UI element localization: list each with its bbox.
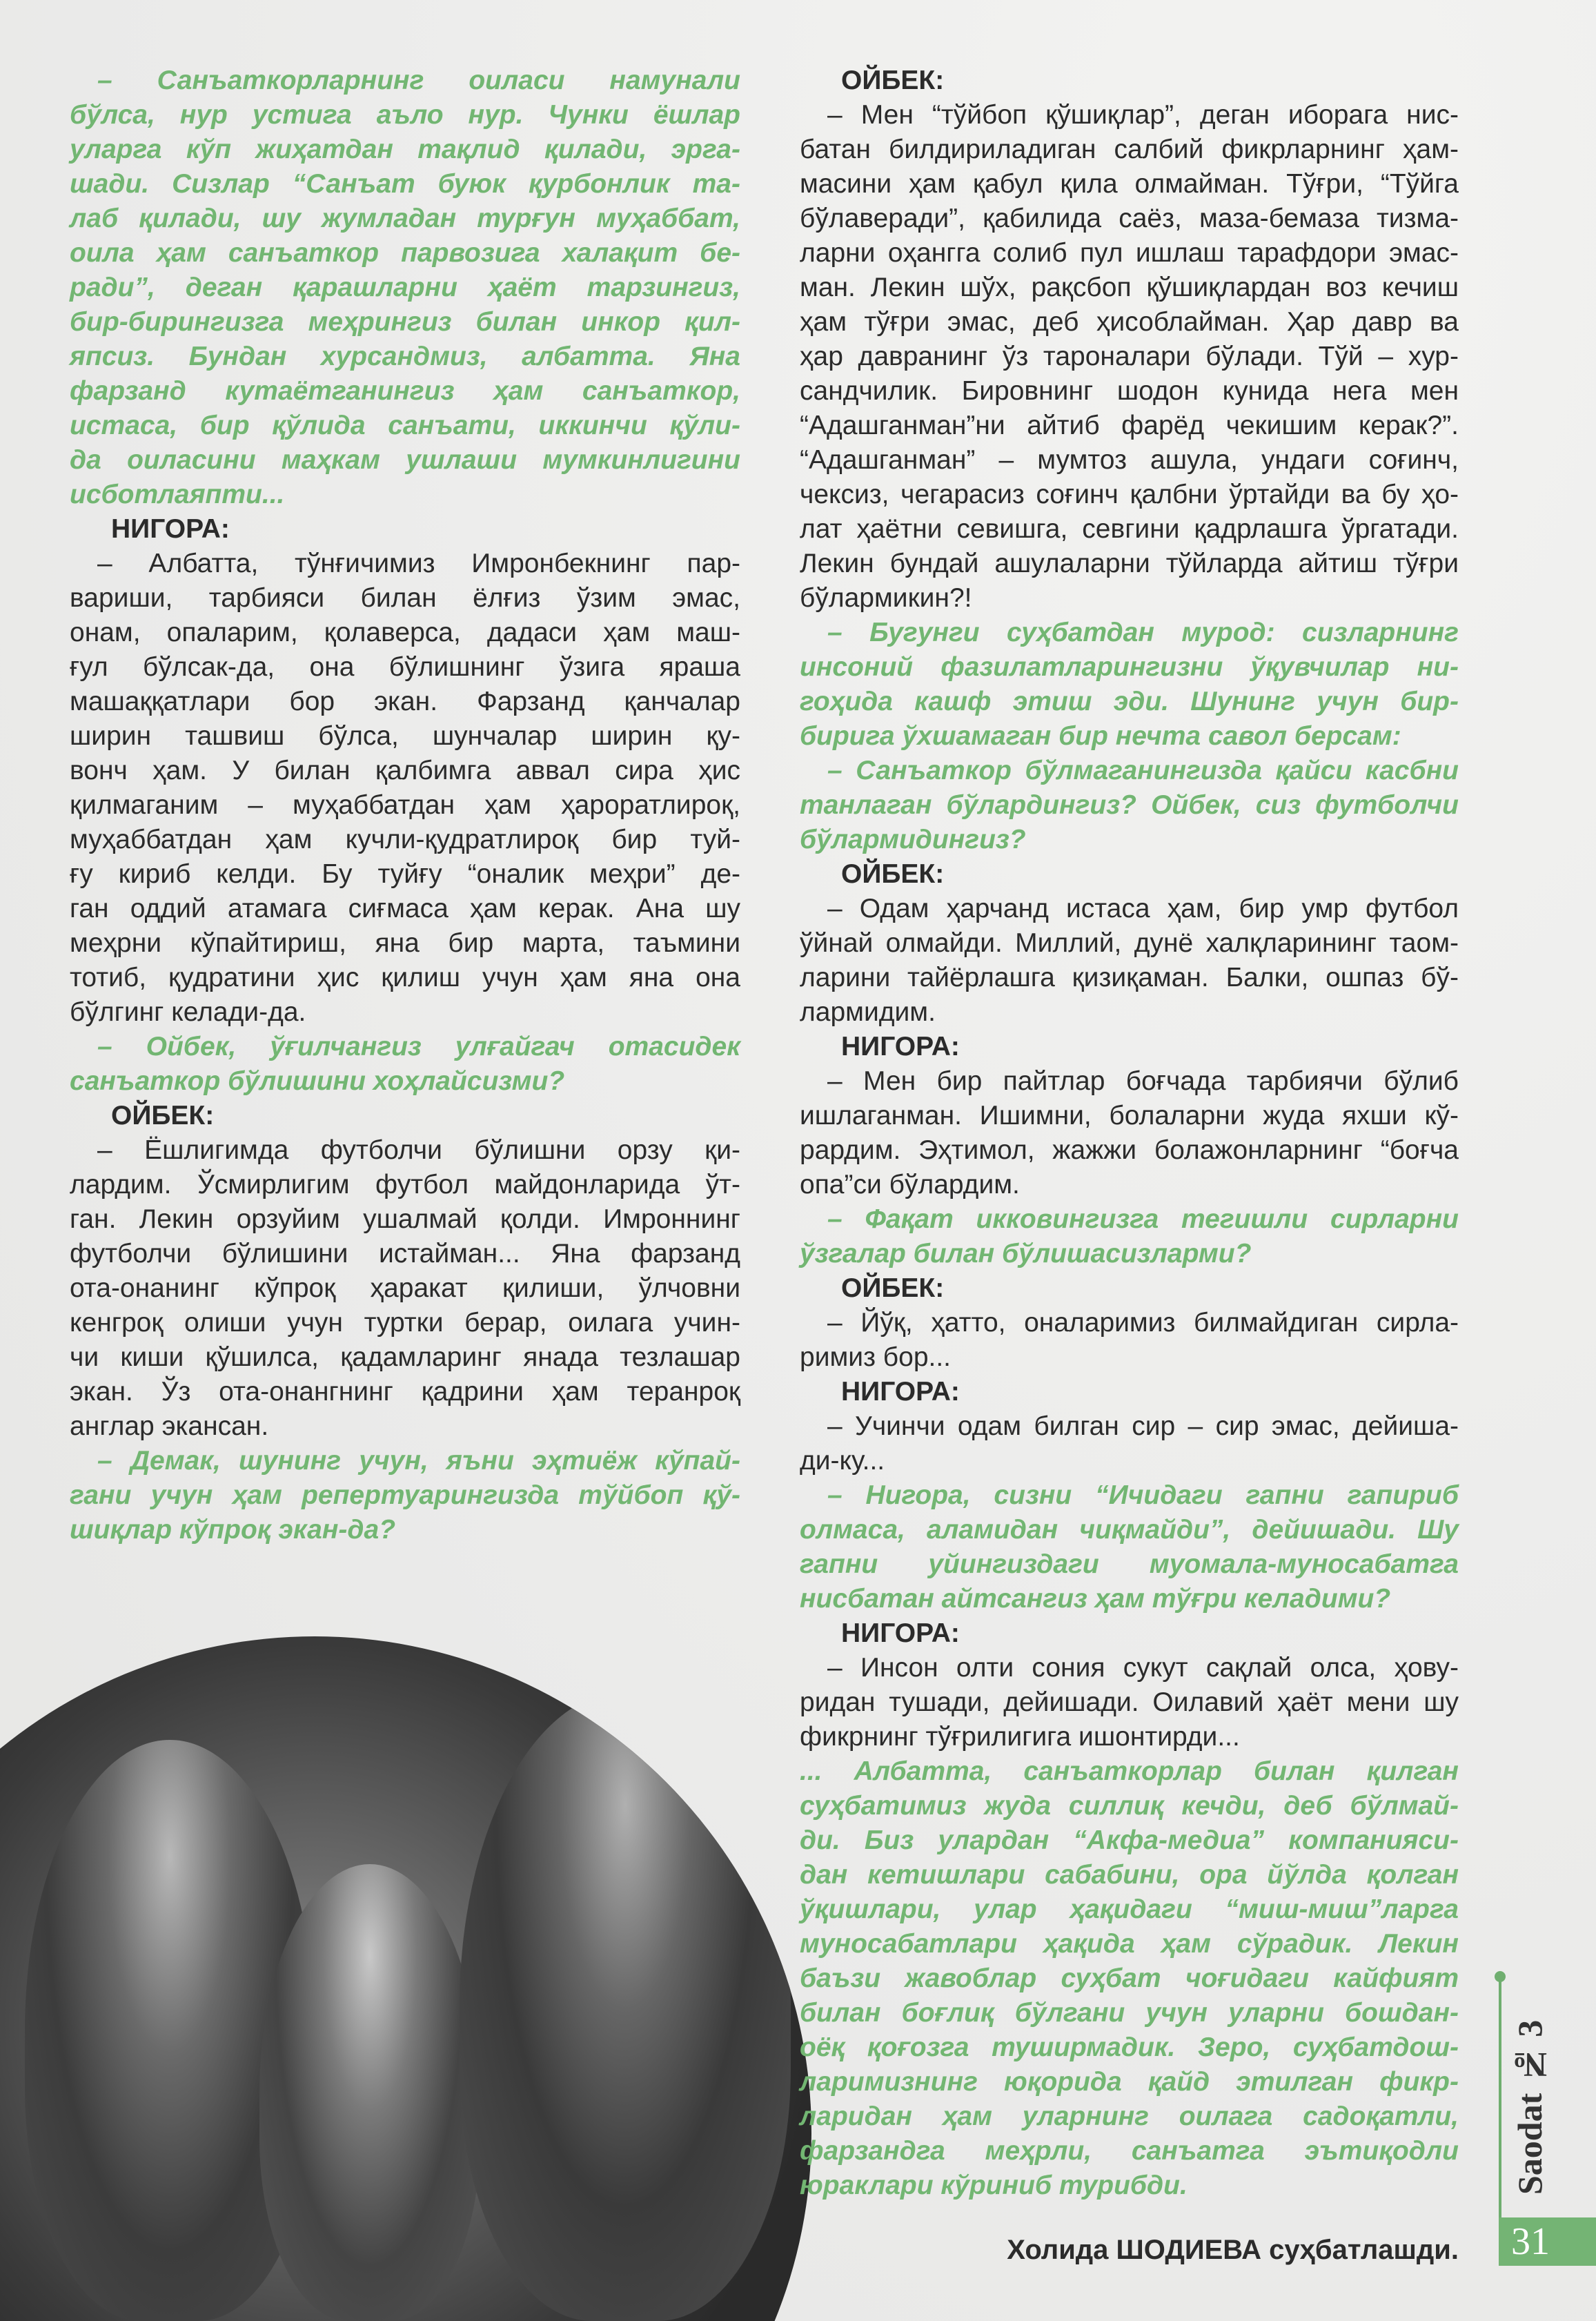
text-line: НИГОРА: [111,514,230,544]
text-line: меҳрни кўпайтириш, яна бир марта, таъмини [70,928,740,958]
text-line: “Адашганман”ни айтиб фарёд чекишим керак?”. [800,411,1459,440]
text-line: – Санъаткорларнинг оиласи намунали [97,66,740,95]
text-line: да оиласини маҳкам ушлаши мумкинлигини [70,445,740,475]
answer-paragraph [800,892,1459,1030]
answer-paragraph [800,1409,1459,1478]
text-line: ган. Лекин орзуйим ушалмай қолди. Имроннинг [70,1204,740,1234]
speaker-label [800,1271,1459,1306]
text-line: бўлса, нур устига аъло нур. Чунки ёшлар [70,100,740,130]
text-line: билан боғлиқ бўлгани учун уларни бошдан- [800,1998,1459,2028]
text-line: рардим. Эҳтимол, жажжи болажонларнинг “боғча [800,1135,1459,1165]
text-line: лардим. Ўсмирлигим футбол майдонларида ўт- [70,1170,740,1199]
text-line: ўйнай олмайди. Миллий, дунё халқларининг таом- [800,928,1459,958]
text-line: – Инсон олти сония сукут сақлай олса, ҳову- [827,1653,1459,1683]
text-line: экан. Ўз ота-онангнинг қадрини ҳам теранроқ [70,1377,740,1407]
text-line: лаб қилади, шу жумладан турғун муҳаббат, [70,204,740,233]
text-line: НИГОРА: [841,1032,960,1061]
text-line: ўзгалар билан бўлишасизларми? [800,1239,1252,1269]
child-figure [259,1864,480,2321]
interviewer-question [800,1754,1459,2203]
text-line: бўлаверади”, қабилида саёз, маза-бемаза тизма- [800,204,1459,233]
text-line: санъаткор бўлишини хоҳлайсизми? [70,1066,565,1096]
text-line: машаққатлари бор экан. Фарзанд қанчалар [70,687,740,716]
text-line: – Мен “тўйбоп қўшиқлар”, деган иборага нис- [827,100,1459,130]
text-line: исботлаяпти... [70,480,285,509]
text-line: ғул бўлсак-да, она бўлишнинг ўзига яраша [70,652,740,682]
text-line: ... Албатта, санъаткорлар билан қилган [800,1756,1459,1786]
text-line: олмаса, аламидан чиқмайди”, дейишади. Шу [800,1515,1459,1545]
interviewer-question [70,1030,740,1099]
text-line: НИГОРА: [841,1618,960,1648]
text-line: кенгроқ олиши учун туртки берар, оилага учин- [70,1308,740,1338]
text-line: оила ҳам санъаткор парвозига халақит бе- [70,238,740,268]
text-line: ди. Биз улардан “Акфа-медиа” компанияси- [800,1825,1459,1855]
text-line: ридан тушади, дейишади. Оилавий ҳаёт мени шу [800,1687,1459,1717]
text-line: ўқишлари, улар ҳақидаги “миш-миш”ларга [800,1894,1459,1924]
text-line: – Одам ҳарчанд истаса ҳам, бир умр футбол [827,894,1459,923]
page-number: 31 [1499,2217,1596,2266]
text-line: НИГОРА: [841,1377,960,1407]
author-signature: Холида ШОДИЕВА суҳбатлашди. [1007,2235,1459,2265]
text-line: муҳаббатдан ҳам кучли-қудратлироқ бир туй- [70,825,740,854]
side-divider [1499,1975,1501,2224]
text-line: фарзанд кутаётганингиз ҳам санъаткор, [70,376,740,406]
text-line: бирига ўхшамаган бир нечта савол берсам: [800,721,1401,751]
text-line: гапни уйингиздаги муомала-муносабатга [800,1549,1459,1579]
text-line: гани учун ҳам репертуарингизда тўйбоп қў- [70,1480,740,1510]
text-line: ларини тайёрлашга қизиқаман. Балки, ошпаз бў- [800,963,1459,992]
text-line: футболчи бўлишини истайман... Яна фарзанд [70,1239,740,1269]
text-line: ОЙБЕК: [841,66,945,95]
text-line: лат ҳаётни севишга, севгини қадрлашга ўргатади. [800,514,1459,544]
text-line: бир-бирингизга меҳрингиз билан инкор қил- [70,307,740,337]
text-line: фарзандга меҳрли, санъатга эътиқодли [800,2136,1459,2166]
answer-paragraph [800,1651,1459,1754]
text-line: – Ойбек, ўғилчангиз улғайгач отасидек [97,1032,740,1061]
text-line: вонч ҳам. У билан қалбимга аввал сира ҳис [70,756,740,785]
speaker-label [800,1030,1459,1064]
text-line: ларни оҳангга солиб пул ишлаш тарафдори эмас- [800,238,1459,268]
text-line: юраклари кўриниб турибди. [800,2171,1188,2200]
text-line: бўлармикин?! [800,583,972,613]
text-line: шади. Сизлар “Санъат буюк қурбонлик та- [70,169,740,199]
text-line: япсиз. Бундан хурсандмиз, албатта. Яна [70,342,740,371]
text-line: ларимизнинг юқорида қайд этилган фикр- [800,2067,1459,2097]
text-line: ота-онанинг кўпроқ ҳаракат қилиши, ўлчовни [70,1273,740,1303]
interviewer-question [800,754,1459,857]
text-line: уларга кўп жиҳатдан тақлид қилади, эрга- [70,135,740,164]
text-line: – Албатта, тўнғичимиз Имронбекнинг пар- [97,549,740,578]
text-line: масини ҳам қабул қила олмайман. Тўғри, “Тўйга [800,169,1459,199]
speaker-label [800,63,1459,98]
text-line: муносабатлари ҳақида ҳам сўрадик. Лекин [800,1929,1459,1959]
text-line: – Демак, шунинг учун, яъни эҳтиёж кўпай- [97,1446,740,1476]
text-line: ширин ташвиш бўлса, шунчалар ширин қу- [70,721,740,751]
text-line: – Фақат икковингизга тегишли сирларни [827,1204,1459,1234]
text-line: фикрнинг тўғрилигига ишонтирди... [800,1722,1240,1752]
text-line: – Санъаткор бўлмаганингизда қайси касбни [827,756,1459,785]
text-line: ҳам тўғри эмас, деб ҳисоблайман. Ҳар давр ва [800,307,1459,337]
text-line: ҳар давранинг ўз тароналари бўлади. Тўй – хур- [800,342,1459,371]
answer-paragraph [70,547,740,1030]
text-line: вариши, тарбияси билан ёлғиз ўзим эмас, [70,583,740,613]
text-line: оёқ қоғозга туширмадик. Зеро, суҳбатдош- [800,2033,1459,2062]
text-line: ман. Лекин шўх, рақсбоп қўшиқлардан воз кечиш [800,273,1459,302]
text-line: ган оддий атамага сиғмаса ҳам керак. Ана шу [70,894,740,923]
text-line: ради”, деган қарашларни ҳаёт тарзингиз, [70,273,740,302]
text-line: сандчилик. Бировнинг шодон кунида нега мен [800,376,1459,406]
text-line: бўлармидингиз? [800,825,1026,854]
text-line: дан кетишлари сабабини, ора йўлда қолган [800,1860,1459,1890]
answer-paragraph [800,1064,1459,1202]
text-line: чексиз, чегарасиз соғинч қалбни ўртайди ва бу ҳо- [800,480,1459,509]
answer-paragraph [800,98,1459,616]
article-right-column [800,63,1459,2203]
text-line: “Адашганман” – мумтоз ашула, ундаги соғинч, [800,445,1459,475]
text-line: нисбатан айтсангиз ҳам тўғри келадими? [800,1584,1391,1614]
text-line: лармидим. [800,997,936,1027]
text-line: ларидан ҳам уларнинг оилага садоқатли, [800,2102,1459,2131]
interviewer-question [70,63,740,512]
interviewer-question [70,1444,740,1547]
text-line: қилмаганим – муҳаббатдан ҳам ҳароратлироқ, [70,790,740,820]
interviewer-question [800,1478,1459,1616]
family-photo [0,1636,811,2321]
text-line: – Мен бир пайтлар боғчада тарбиячи бўлиб [827,1066,1459,1096]
text-line: – Ёшлигимда футболчи бўлишни орзу қи- [97,1135,740,1165]
text-line: – Йўқ, ҳатто, оналаримиз билмайдиган сирла- [827,1308,1459,1338]
text-line: онам, опаларим, қолаверса, дадаси ҳам маш- [70,618,740,647]
text-line: – Нигора, сизни “Ичидаги гапни гапириб [827,1480,1459,1510]
father-figure [460,1692,791,2321]
text-line: суҳбатимиз жуда силлиқ кечди, деб бўлмай- [800,1791,1459,1821]
speaker-label [800,1616,1459,1651]
text-line: гоҳида кашф этиш эди. Шунинг учун бир- [800,687,1459,716]
text-line: баъзи жавоблар суҳбат чоғидаги кайфият [800,1963,1459,1993]
text-line: шиқлар кўпроқ экан-да? [70,1515,396,1545]
text-line: бўлгинг келади-да. [70,997,306,1027]
text-line: танлаган бўлардингиз? Ойбек, сиз футболчи [800,790,1459,820]
text-line: римиз бор... [800,1342,952,1372]
text-line: истаса, бир қўлида санъати, иккинчи қўли- [70,411,740,440]
answer-paragraph [800,1306,1459,1375]
interviewer-question [800,616,1459,754]
text-line: чи киши қўшилса, қадамларинг янада тезлашар [70,1342,740,1372]
text-line: англар экансан. [70,1411,269,1441]
text-line: ОЙБЕК: [841,859,945,889]
text-line: ғу кириб келди. Бу туйғу “оналик меҳри” де- [70,859,740,889]
text-line: батан билдириладиган салбий фикрларнинг ҳам- [800,135,1459,164]
text-line: ишлаганман. Ишимни, болаларни жуда яхши кў- [800,1101,1459,1130]
text-line: тотиб, қудратини ҳис қилиш учун ҳам яна она [70,963,740,992]
text-line: ди-ку... [800,1446,885,1476]
text-line: ОЙБЕК: [111,1101,215,1130]
speaker-label [800,1375,1459,1409]
interviewer-question [800,1202,1459,1271]
text-line: Лекин бундай ашулаларни тўйларда айтиш тўғри [800,549,1459,578]
answer-paragraph [70,1133,740,1444]
speaker-label [800,857,1459,892]
magazine-title: Saodat № 3 [1510,2019,1549,2195]
text-line: – Бугунги суҳбатдан мурод: сизларнинг [827,618,1459,647]
speaker-label [70,512,740,547]
text-line: ОЙБЕК: [841,1273,945,1303]
text-line: – Учинчи одам билган сир – сир эмас, дейиша- [827,1411,1459,1441]
text-line: опа”си бўлардим. [800,1170,1020,1199]
article-left-column [70,63,740,1547]
speaker-label [70,1099,740,1133]
text-line: инсоний фазилатларингизни ўқувчилар ни- [800,652,1459,682]
